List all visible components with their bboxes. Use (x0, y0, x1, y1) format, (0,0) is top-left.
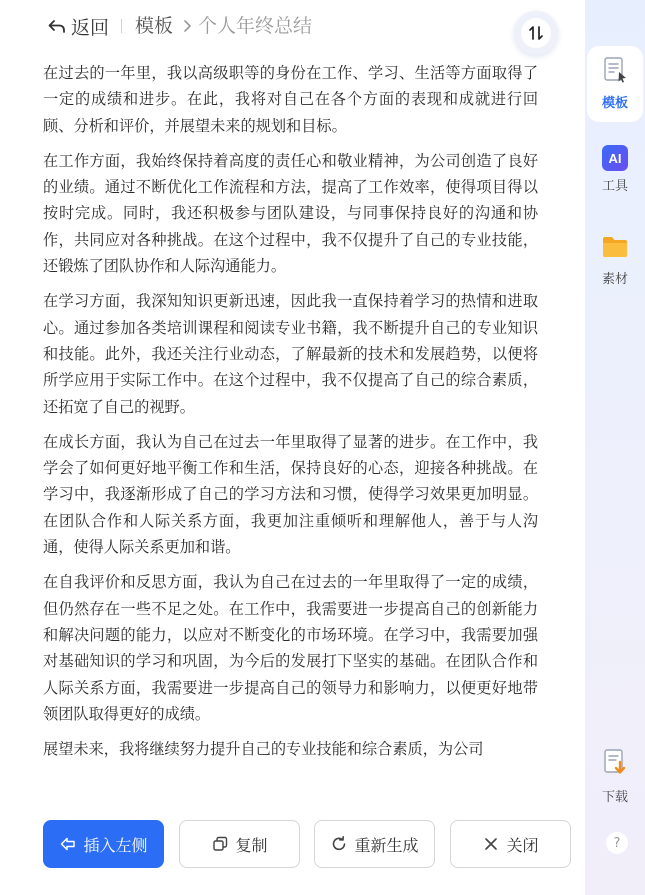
action-bar (0, 808, 585, 895)
copy-button[interactable] (179, 820, 300, 868)
paragraph: 展望未来，我将继续努力提升自己的专业技能和综合素质，为公司 (43, 740, 484, 759)
copy-label: 复制 (235, 835, 268, 855)
sidebar-item-label: 下载 (601, 790, 628, 805)
folder-icon (601, 234, 629, 264)
sort-toggle-button[interactable] (514, 11, 558, 55)
back-label: 返回 (71, 16, 110, 39)
breadcrumb-template-link[interactable]: 模板 (135, 15, 174, 37)
regenerate-label: 重新生成 (354, 835, 419, 855)
refresh-icon (330, 835, 348, 853)
ai-tool-icon: AI (602, 145, 628, 171)
regenerate-button[interactable] (314, 820, 435, 868)
insert-left-button[interactable] (43, 820, 164, 868)
divider (121, 19, 122, 33)
download-icon (601, 748, 629, 782)
sidebar-item-label: 模板 (601, 96, 628, 111)
chevron-right-icon (182, 17, 194, 35)
sidebar-item-label: 工具 (601, 179, 628, 194)
close-label: 关闭 (506, 835, 539, 855)
template-icon (601, 56, 629, 88)
copy-icon (211, 835, 229, 853)
swap-vertical-icon (521, 18, 551, 48)
generated-text-area (43, 60, 538, 808)
paragraph: 在工作方面，我始终保持着高度的责任心和敬业精神，为公司创造了良好的业绩。通过不断优化工作流程和方法，提高了工作效率，使得项目得以按时完成。同时，我还积极参与团队建设，与同事保持良好的沟通和协作，共同应对各种挑战。在这个过程中，我不仅提升了自己的专业技能，还锻炼了团队协作和人际沟通能力。 (43, 151, 538, 276)
sidebar-item-materials[interactable] (585, 234, 645, 287)
paragraph: 在过去的一年里，我以高级职等的身份在工作、学习、生活等方面取得了一定的成绩和进步。在此，我将对自己在各个方面的表现和成就进行回顾、分析和评价，并展望未来的规划和目标。 (43, 64, 538, 135)
help-button[interactable]: ? (606, 832, 628, 854)
sidebar-item-download[interactable] (585, 748, 645, 805)
close-icon (482, 835, 500, 853)
close-button[interactable] (450, 820, 571, 868)
arrow-left-icon (59, 835, 77, 853)
paragraph: 在学习方面，我深知知识更新迅速，因此我一直保持着学习的热情和进取心。通过参加各类培训课程和阅读专业书籍，我不断提升自己的专业知识和技能。此外，我还关注行业动态，了解最新的技术和发展趋势，以便将所学应用于实际工作中。在这个过程中，我不仅提高了自己的综合素质，还拓宽了自己的视野。 (43, 292, 538, 416)
breadcrumb-current: 个人年终总结 (198, 15, 313, 37)
insert-left-label: 插入左侧 (83, 835, 148, 855)
right-sidebar (585, 0, 645, 895)
paragraph: 在成长方面，我认为自己在过去一年里取得了显著的进步。在工作中，我学会了如何更好地平衡工作和生活，保持良好的心态，迎接各种挑战。在学习中，我逐渐形成了自己的学习方法和习惯，使得学习效果更加明显。在团队合作和人际关系方面，我更加注重倾听和理解他人，善于与人沟通，使得人际关系更加和谐。 (43, 432, 538, 557)
back-button[interactable] (47, 12, 109, 40)
sidebar-item-label: 素材 (601, 272, 628, 287)
back-arrow-icon (47, 16, 67, 36)
sidebar-item-template[interactable] (587, 46, 643, 122)
sidebar-item-tools[interactable] (585, 145, 645, 194)
paragraph: 在自我评价和反思方面，我认为自己在过去的一年里取得了一定的成绩，但仍然存在一些不足之处。在工作中，我需要进一步提高自己的创新能力和解决问题的能力，以应对不断变化的市场环境。在学习中，我需要加强对基础知识的学习和巩固，为今后的发展打下坚实的基础。在团队合作和人际关系方面，我需要进一步提高自己的领导力和影响力，以便更好地带领团队取得更好的成绩。 (43, 573, 538, 723)
top-bar (0, 0, 585, 52)
